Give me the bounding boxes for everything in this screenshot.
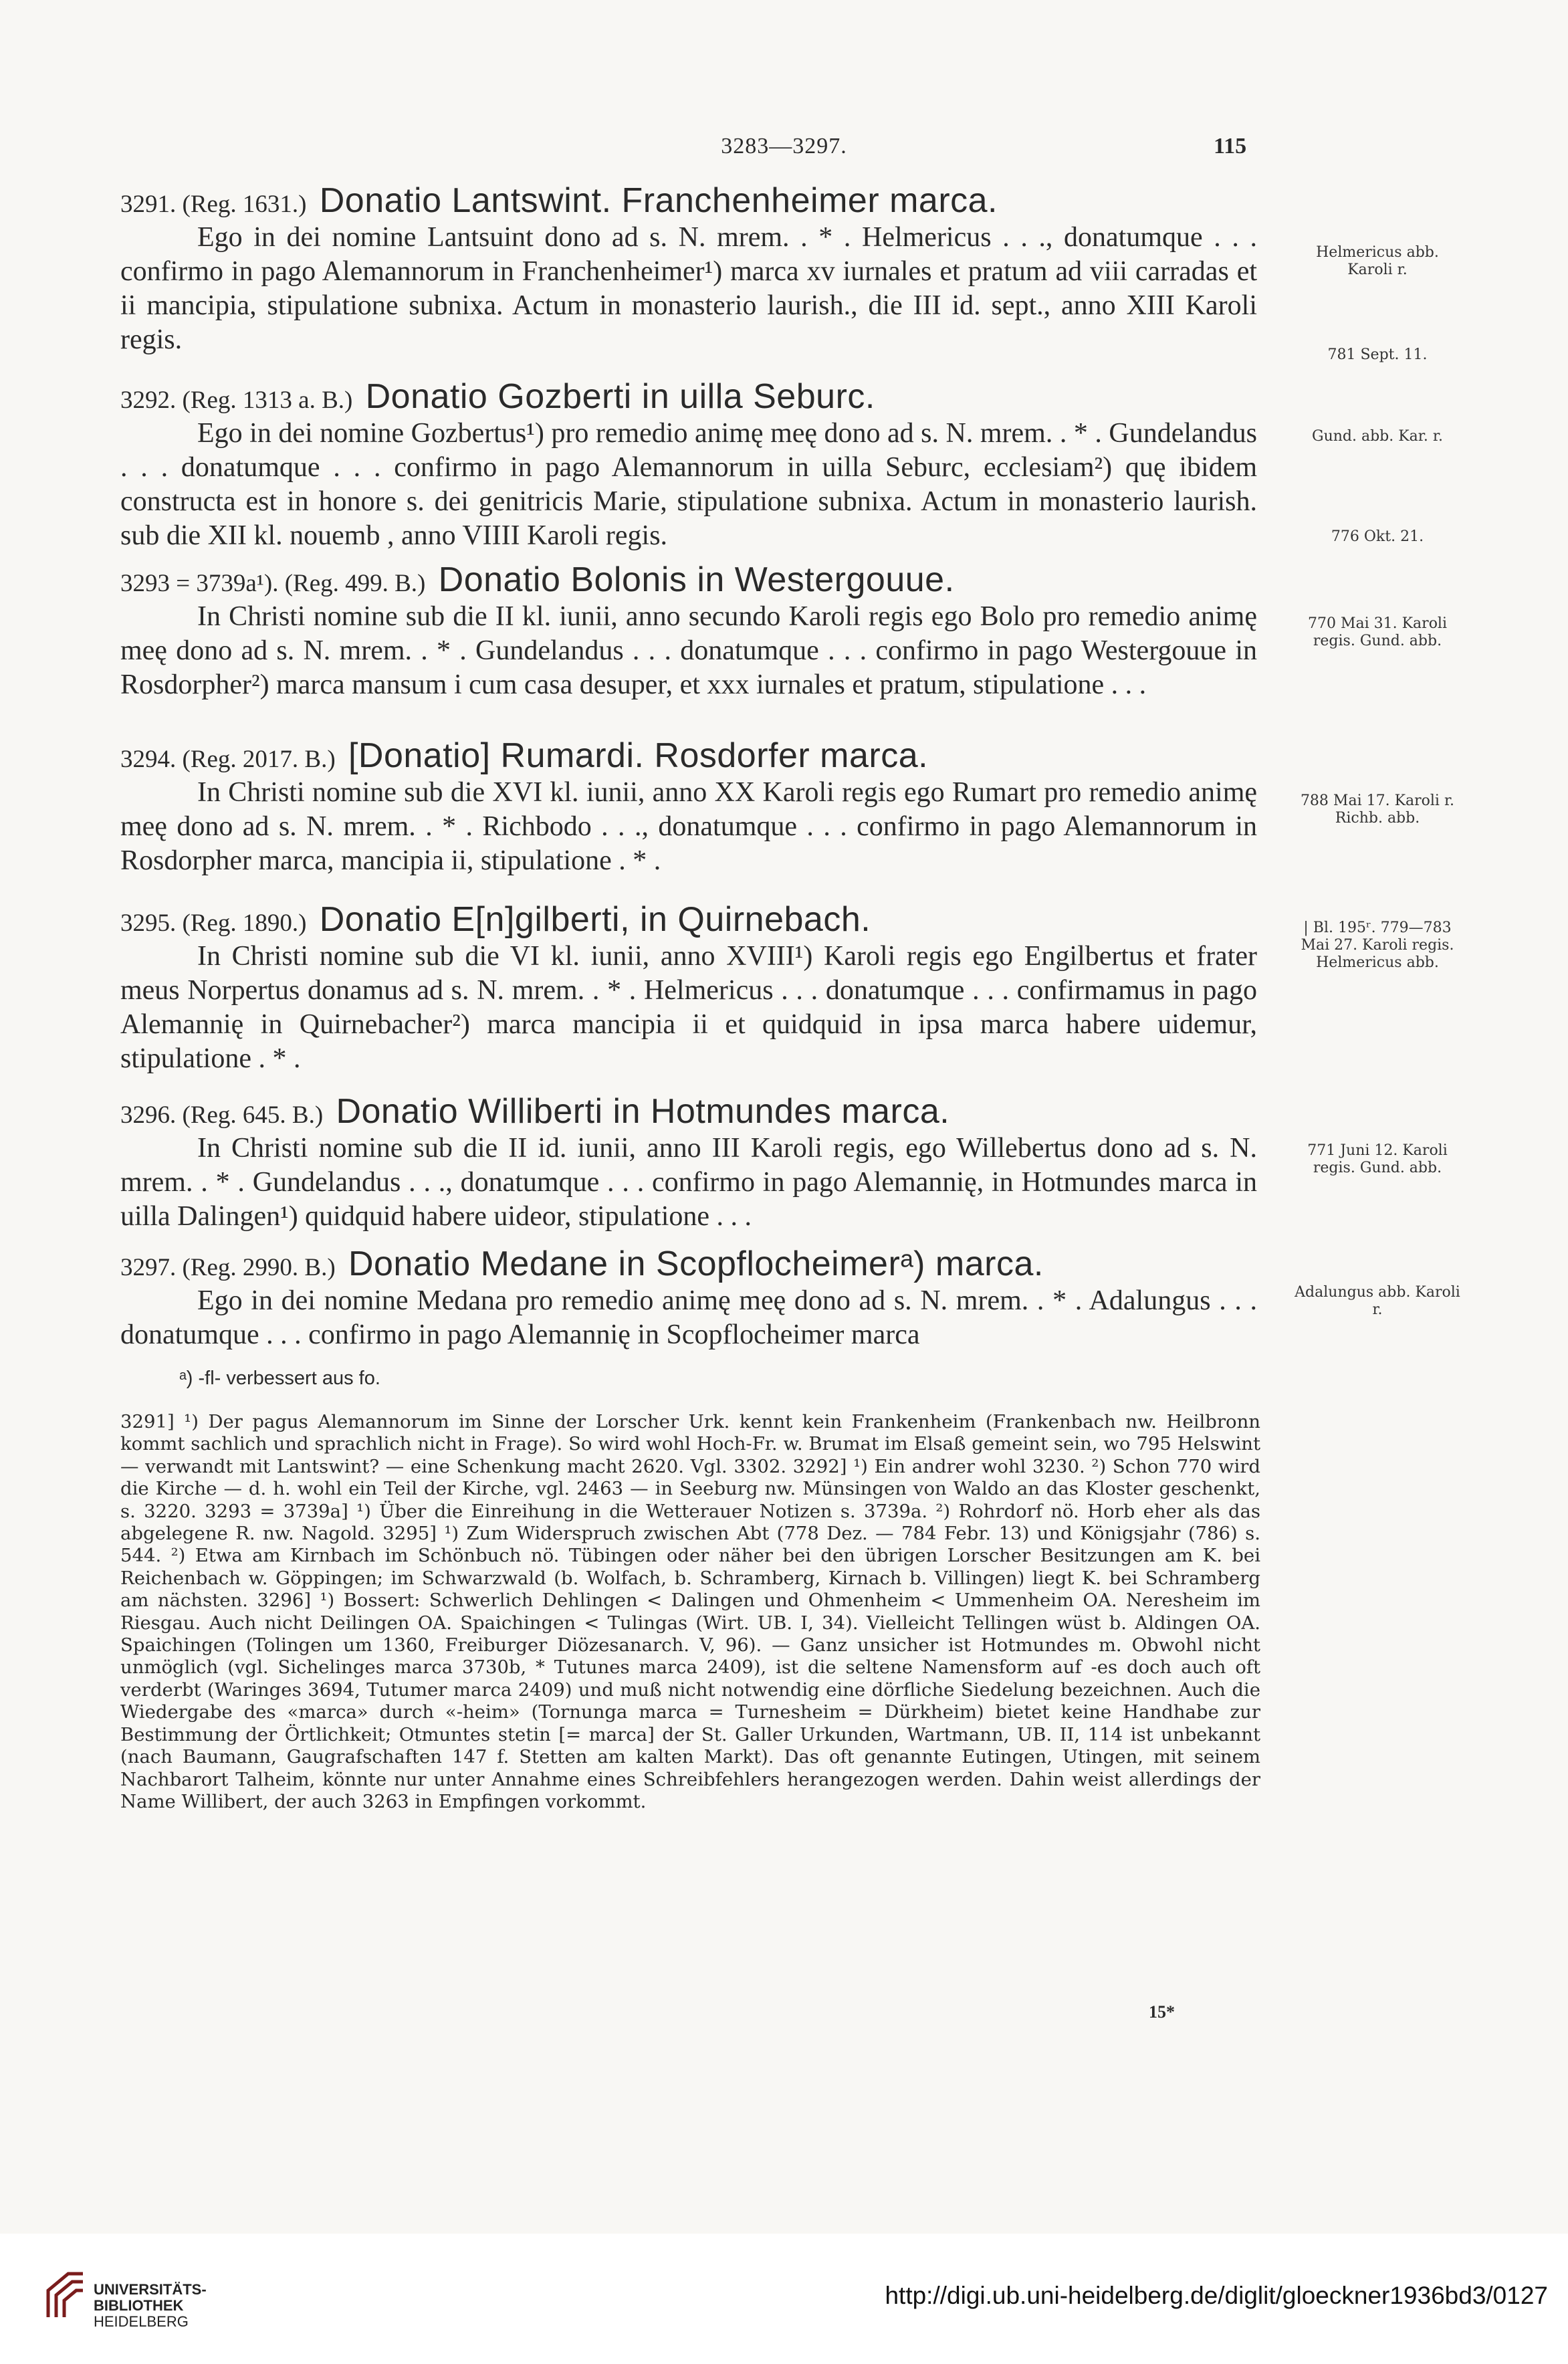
entry-title: [Donatio] Rumardi. Rosdorfer marca. [348,736,929,775]
entry-3293 [120,560,1257,702]
entry-heading [120,899,1257,940]
entry-reg: 3294. (Reg. 2017. B.) [120,746,336,773]
library-name [94,2282,207,2330]
running-head: 3283—3297. [721,134,847,158]
page-number: 115 [1214,134,1247,158]
entry-text: Ego in dei nomine Gozbertus¹) pro remedio animę meę dono ad s. N. mrem. . * . Gundelandus . . . donatumque . . . confirmo in pago Alemannorum in uilla Seburc, ecclesiam²) quę ibidem constructa est in honore s. dei genitricis Marie, stipulatione subnixa. Actum in monasterio laurish. sub die XII kl. nouemb , anno VIIII Karoli regis. [120,418,1257,551]
margin-note: Gund. abb. Kar. r. [1312,428,1443,445]
entry-3295 [120,899,1257,1076]
entry-title: Donatio E[n]gilberti, in Quirnebach. [319,900,871,939]
entry-reg: 3297. (Reg. 2990. B.) [120,1254,336,1281]
entry-3292 [120,377,1257,553]
margin-note: 771 Juni 12. Karoli regis. Gund. abb. [1307,1142,1448,1176]
margin-note: 770 Mai 31. Karoli regis. Gund. abb. [1307,615,1448,649]
margin-date: 776 Okt. 21. [1331,528,1424,545]
margin-note: 788 Mai 17. Karoli r. Richb. abb. [1300,792,1455,827]
entry-text: In Christi nomine sub die II id. iunii, anno III Karoli regis, ego Willebertus dono ad s. N. mrem. . * . Gundelandus . . ., donatumque . . . confirmo in pago Alemannię, in Hotmundes marca in uilla Dalingen¹) quidquid habere uideor, stipulatione . . . [120,1133,1257,1232]
margin-note: Helmericus abb. Karoli r. [1316,244,1439,278]
margin-date: 781 Sept. 11. [1327,346,1428,363]
entry-reg: 3293 = 3739a¹). (Reg. 499. B.) [120,570,426,597]
entry-text: In Christi nomine sub die VI kl. iunii, anno XVIII¹) Karoli regis ego Engilbertus et frater meus Norpertus donamus ad s. N. mrem. . * . Helmericus . . . donatumque . . . confirmamus in pago Alemannię in Quirnebacher²) marca mancipia ii et quidquid in ipsa marca habere uidemur, stipulatione . * . [120,941,1257,1074]
entry-title: Donatio Williberti in Hotmundes marca. [336,1092,950,1131]
entry-reg: 3292. (Reg. 1313 a. B.) [120,387,353,414]
entry-3294 [120,736,1257,878]
source-url[interactable]: http://digi.ub.uni-heidelberg.de/diglit/gloeckner1936bd3/0127 [885,2282,1548,2309]
entry-3297 [120,1244,1257,1352]
textual-footnote: ᵃ) -fl- verbessert aus fo. [179,1368,380,1389]
commentary-footnotes: 3291] ¹) Der pagus Alemannorum im Sinne der Lorscher Urk. kennt kein Frankenheim (Frankenbach nw. Heilbronn kommt sachlich und sprachlich nicht in Frage). So wird wohl Hoch-Fr. w. Brumat im Elsaß gemeint sein, wo 795 Helswint — verwandt mit Lantswint? — eine Schenkung macht 2620. Vgl. 3302. 3292] ¹) Ein andrer wohl 3230. ²) Schon 770 wird die Kirche — d. h. wohl ein Teil der Kirche, vgl. 2463 — in Seeburg nw. Münsingen von Waldo an das Kloster geschenkt, s. 3220. 3293 = 3739a] ¹) Über die Einreihung in die Wetterauer Notizen s. 3739a. ²) Rohrdorf nö. Horb eher als das abgelegene R. nw. Nagold. 3295] ¹) Zum Widerspruch zwischen Abt (778 Dez. — 784 Febr. 13) und Königsjahr (786) s. 544. ²) Etwa am Kirnbach im Schönbuch nö. Tübingen oder näher bei den übrigen Lorscher Besitzungen am K. bei Reichenbach w. Göppingen; im Schwarzwald (b. Wolfach, b. Schramberg, Kirnach b. Villingen) liegt K. bei Schramberg am nächsten. 3296] ¹) Bossert: Schwerlich Dehlingen < Dalingen und Ohmenheim < Ummenheim OA. Neresheim im Riesgau. Auch nicht Deilingen OA. Spaichingen < Tulingas (Wirt. UB. I, 34). Vielleicht Tellingen wüst b. Aldingen OA. Spaichingen (Tolingen um 1360, Freiburger Diözesanarch. V, 96). — Ganz unsicher ist Hotmundes m. Obwohl nicht unmöglich (vgl. Sichelinges marca 3730b, * Tutunes marca 2409), ist die seltene Namensform auf -es doch auch oft verderbt (Waringes 3694, Tutumer marca 2409) und muß nicht notwendig eine dörfliche Siedelung bezeichnen. Auch die Wiedergabe des «marca» durch «-heim» (Tornunga marca = Turnesheim = Dürkheim) bietet keine Handhabe zur Bestimmung der Örtlichkeit; Otmuntes stetin [= marca] der St. Galler Urkunden, Wartmann, UB. II, 114 ist unbekannt (nach Baumann, Gaugrafschaften 147 f. Stetten am kalten Markt). Das oft genannte Eutingen, Utingen, mit seinem Nachbarort Talheim, könnte nur unter Annahme eines Schreibfehlers herangezogen werden. Dahin weist allerdings der Name Willibert, der auch 3263 in Empfingen vorkommt. [120,1411,1260,1812]
library-name-line: UNIVERSITÄTS- [94,2281,207,2298]
signature-mark: 15* [1149,2002,1175,2022]
entry-text: Ego in dei nomine Lantsuint dono ad s. N. mrem. . * . Helmericus . . ., donatumque . . . confirmo in pago Alemannorum in Franchenheimer¹) marca xv iurnales et pratum ad viii carradas et ii mancipia, stipulatione subnixa. Actum in monasterio laurish., die III id. sept., anno XIII Karoli regis. [120,222,1257,355]
entry-reg: 3295. (Reg. 1890.) [120,909,307,937]
library-name-line: BIBLIOTHEK [94,2297,184,2314]
library-logo-icon [41,2267,88,2321]
margin-note: | Bl. 195ʳ. 779—783 Mai 27. Karoli regis. Helmericus abb. [1301,920,1454,971]
entry-title: Donatio Lantswint. Franchenheimer marca. [319,181,998,220]
entry-text: In Christi nomine sub die II kl. iunii, anno secundo Karoli regis ego Bolo pro remedio animę meę dono ad s. N. mrem. . * . Gundelandus . . . donatumque . . . confirmo in pago Westergouue in Rosdorpher²) marca mansum i cum casa desuper, et xxx iurnales et pratum, stipulatione . . . [120,601,1257,700]
entry-title: Donatio Medane in Scopflocheimerᵃ) marca. [348,1245,1044,1283]
margin-note: Adalungus abb. Karoli r. [1295,1284,1460,1318]
entry-3296 [120,1091,1257,1234]
entry-reg: 3291. (Reg. 1631.) [120,191,307,218]
entry-title: Donatio Bolonis in Westergouue. [438,560,955,599]
entry-title: Donatio Gozberti in uilla Seburc. [365,377,875,416]
entry-heading [120,377,1257,417]
entry-heading [120,1244,1257,1284]
library-footer [0,2234,1568,2364]
entry-text: Ego in dei nomine Medana pro remedio animę meę dono ad s. N. mrem. . * . Adalungus . . . donatumque . . . confirmo in pago Alemannię in Scopflocheimer marca [120,1285,1257,1350]
entry-heading [120,181,1257,221]
entry-3291 [120,181,1257,357]
entry-heading [120,560,1257,600]
entry-heading [120,1091,1257,1132]
entry-reg: 3296. (Reg. 645. B.) [120,1101,324,1129]
entry-text: In Christi nomine sub die XVI kl. iunii, anno XX Karoli regis ego Rumart pro remedio animę meę dono ad s. N. mrem. . * . Richbodo . . ., donatumque . . . confirmo in pago Alemannorum in Rosdorpher marca, mancipia ii, stipulatione . * . [120,777,1257,876]
entry-heading [120,736,1257,776]
library-name-line: HEIDELBERG [94,2313,189,2330]
